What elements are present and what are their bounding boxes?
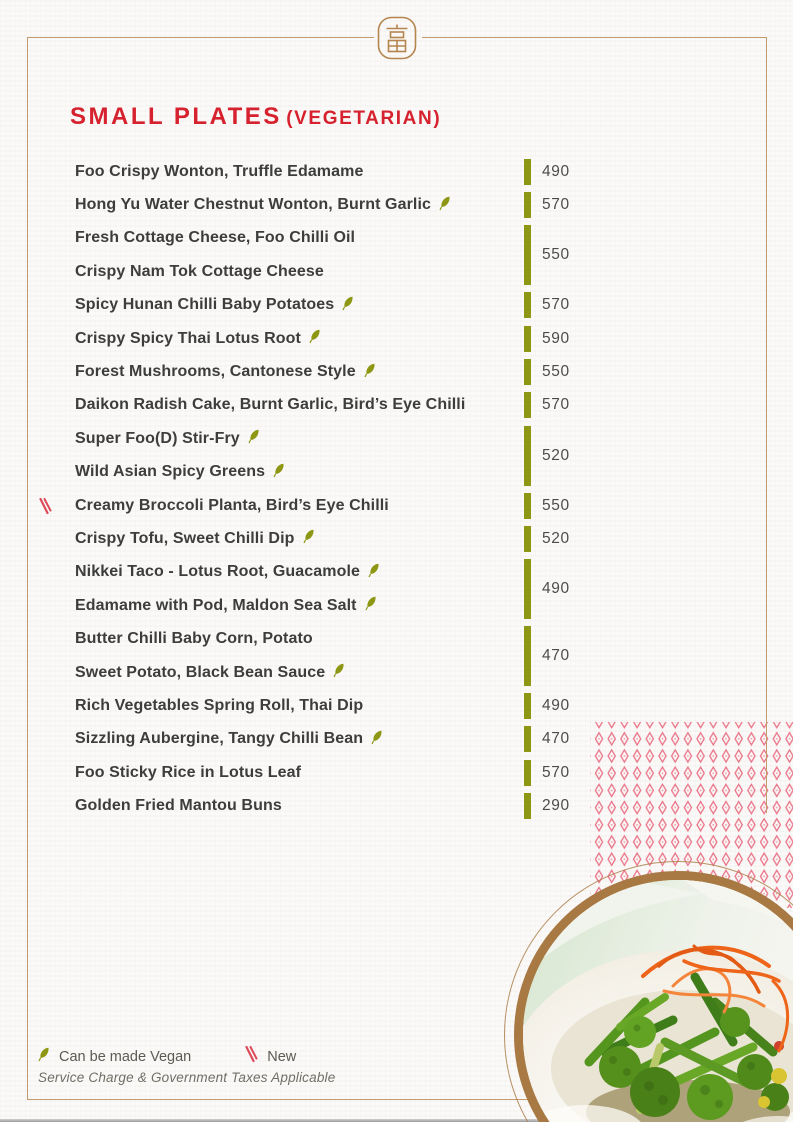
menu-group xyxy=(75,556,735,623)
menu-group xyxy=(75,489,735,522)
menu-group xyxy=(75,756,735,789)
menu-item xyxy=(75,188,524,221)
price-value: 550 xyxy=(542,246,570,264)
menu-item xyxy=(75,255,524,288)
menu-item xyxy=(75,656,524,689)
leaf-icon xyxy=(38,1047,50,1066)
menu-item xyxy=(75,456,524,489)
section-title: SMALL PLATES xyxy=(70,103,282,130)
menu-item-name: Nikkei Taco - Lotus Root, Guacamole xyxy=(75,563,361,581)
leaf-icon xyxy=(248,429,260,444)
menu-item xyxy=(75,522,524,555)
price-bar xyxy=(524,426,531,486)
menu-item-name: Sizzling Aubergine, Tangy Chilli Bean xyxy=(75,730,364,748)
price-bar xyxy=(524,493,531,519)
menu-group xyxy=(75,522,735,555)
menu-item-name: Forest Mushrooms, Cantonese Style xyxy=(75,363,356,381)
menu-item-name: Fresh Cottage Cheese, Foo Chilli Oil xyxy=(75,229,356,247)
menu-item xyxy=(75,789,524,822)
leaf-icon xyxy=(303,529,315,544)
price-bar xyxy=(524,225,531,285)
menu-list xyxy=(75,155,735,823)
legend-new-label: New xyxy=(267,1048,297,1065)
chopsticks-icon xyxy=(37,498,52,515)
menu-group xyxy=(75,355,735,388)
menu-item xyxy=(75,422,524,455)
menu-group xyxy=(75,789,735,822)
menu-item-name: Crispy Tofu, Sweet Chilli Dip xyxy=(75,529,295,547)
price-value: 570 xyxy=(542,196,570,214)
price-bar xyxy=(524,392,531,418)
legend xyxy=(38,1046,296,1067)
menu-item-name: Foo Sticky Rice in Lotus Leaf xyxy=(75,763,302,781)
price-value: 470 xyxy=(542,646,570,664)
price-bar xyxy=(524,626,531,686)
price-bar xyxy=(524,559,531,619)
menu-item-name: Crispy Nam Tok Cottage Cheese xyxy=(75,262,324,280)
leaf-icon xyxy=(368,563,380,578)
menu-group xyxy=(75,155,735,188)
tax-note: Service Charge & Government Taxes Applicable xyxy=(38,1070,336,1085)
menu-item xyxy=(75,222,524,255)
page-title xyxy=(70,103,441,131)
price-bar xyxy=(524,726,531,752)
menu-group xyxy=(75,289,735,322)
menu-item xyxy=(75,355,524,388)
leaf-icon xyxy=(309,329,321,344)
menu-item xyxy=(75,322,524,355)
menu-item xyxy=(75,389,524,422)
leaf-icon xyxy=(371,730,383,745)
menu-item xyxy=(75,289,524,322)
menu-group xyxy=(75,222,735,289)
price-value: 470 xyxy=(542,730,570,748)
menu-item xyxy=(75,489,524,522)
price-value: 520 xyxy=(542,529,570,547)
menu-group xyxy=(75,422,735,489)
price-bar xyxy=(524,760,531,786)
menu-item-name: Butter Chilli Baby Corn, Potato xyxy=(75,630,313,648)
menu-item xyxy=(75,756,524,789)
foo-seal-icon xyxy=(377,16,417,65)
price-value: 570 xyxy=(542,296,570,314)
menu-item-name: Super Foo(D) Stir-Fry xyxy=(75,429,240,447)
menu-item xyxy=(75,622,524,655)
price-bar xyxy=(524,526,531,552)
menu-item-name: Wild Asian Spicy Greens xyxy=(75,463,266,481)
price-bar xyxy=(524,159,531,185)
menu-item-name: Spicy Hunan Chilli Baby Potatoes xyxy=(75,296,335,314)
menu-group xyxy=(75,622,735,689)
price-bar xyxy=(524,793,531,819)
price-value: 550 xyxy=(542,496,570,514)
price-value: 520 xyxy=(542,446,570,464)
price-bar xyxy=(524,326,531,352)
menu-item-name: Sweet Potato, Black Bean Sauce xyxy=(75,663,326,681)
leaf-icon xyxy=(342,296,354,311)
price-bar xyxy=(524,292,531,318)
menu-group xyxy=(75,723,735,756)
menu-item-name: Edamame with Pod, Maldon Sea Salt xyxy=(75,596,357,614)
section-subtitle: (VEGETARIAN) xyxy=(286,108,442,129)
menu-item-name: Golden Fried Mantou Buns xyxy=(75,797,282,815)
menu-item xyxy=(75,155,524,188)
menu-item-name: Rich Vegetables Spring Roll, Thai Dip xyxy=(75,696,364,714)
price-value: 570 xyxy=(542,396,570,414)
price-bar xyxy=(524,192,531,218)
leaf-icon xyxy=(273,463,285,478)
leaf-icon xyxy=(333,663,345,678)
frame-border-top-right xyxy=(422,37,766,38)
menu-item-name: Foo Crispy Wonton, Truffle Edamame xyxy=(75,162,364,180)
menu-group xyxy=(75,389,735,422)
frame-border-left xyxy=(27,37,28,1099)
price-bar xyxy=(524,359,531,385)
price-value: 490 xyxy=(542,580,570,598)
price-value: 290 xyxy=(542,797,570,815)
frame-border-top-left xyxy=(27,37,374,38)
price-value: 490 xyxy=(542,696,570,714)
dish-photo xyxy=(514,871,793,1122)
legend-vegan-label: Can be made Vegan xyxy=(59,1048,192,1065)
price-value: 570 xyxy=(542,763,570,781)
chopsticks-icon xyxy=(243,1046,258,1067)
price-value: 590 xyxy=(542,329,570,347)
leaf-icon xyxy=(364,363,376,378)
frame-border-right xyxy=(766,37,767,813)
menu-group xyxy=(75,322,735,355)
menu-item-name: Crispy Spicy Thai Lotus Root xyxy=(75,329,301,347)
leaf-icon xyxy=(439,196,451,211)
price-value: 550 xyxy=(542,363,570,381)
price-value: 490 xyxy=(542,162,570,180)
menu-item xyxy=(75,556,524,589)
menu-item xyxy=(75,689,524,722)
menu-item xyxy=(75,589,524,622)
menu-item-name: Daikon Radish Cake, Burnt Garlic, Bird’s Eye Chilli xyxy=(75,396,466,414)
menu-item-name: Hong Yu Water Chestnut Wonton, Burnt Garlic xyxy=(75,196,432,214)
menu-item-name: Creamy Broccoli Planta, Bird’s Eye Chilli xyxy=(75,496,389,514)
price-bar xyxy=(524,693,531,719)
leaf-icon xyxy=(365,596,377,611)
menu-item xyxy=(75,723,524,756)
menu-group xyxy=(75,689,735,722)
menu-group xyxy=(75,188,735,221)
